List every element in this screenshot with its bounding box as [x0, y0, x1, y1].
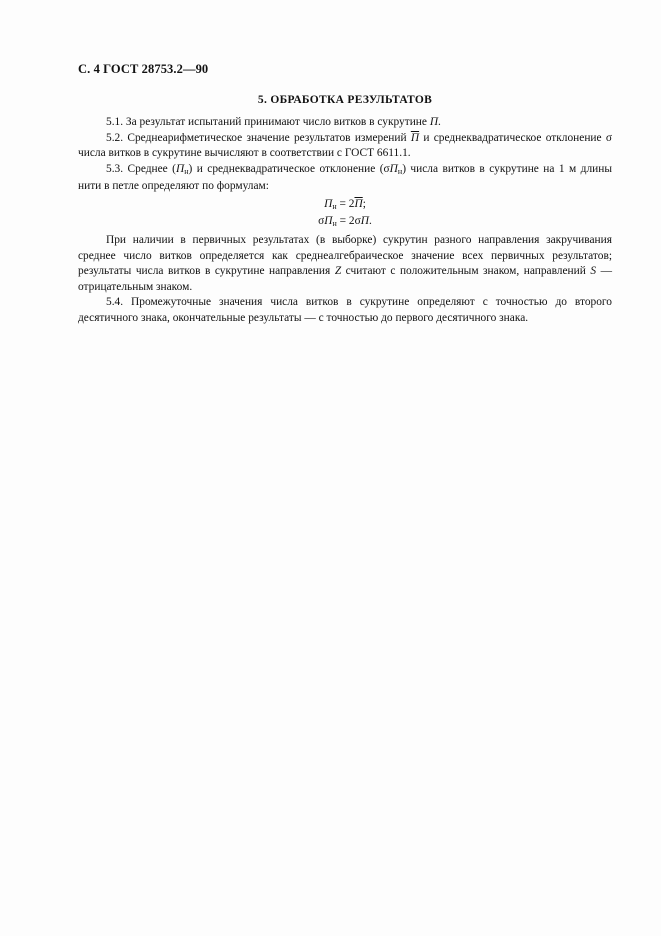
formula-mean-end: ;: [362, 197, 366, 210]
subscript-n: н: [397, 166, 403, 176]
formula-block: [78, 197, 612, 231]
paragraph-note-text-c: — отрицательным знаком.: [78, 265, 612, 293]
direction-z: Z: [334, 265, 342, 278]
formula-mean: [78, 197, 612, 214]
paragraph-5-3-text-b: ) и среднеквадратическое отклонение (σ: [188, 162, 390, 175]
paragraph-5-3-text-c: ) числа витков в сукрутине на 1 м длины нити в петле определяют по формулам:: [78, 162, 613, 193]
formula-sigma-rhs: П: [360, 214, 369, 227]
formula-sigma-lhs: П: [324, 214, 333, 227]
paragraph-5-1: [78, 115, 612, 131]
direction-s: S: [590, 265, 597, 278]
paragraph-5-3: [78, 162, 612, 195]
paragraph-5-4: 5.4. Промежуточные значения числа витков в сукрутине определяют с точностью до второго десятичного знака, окончательные результаты — с точностью до первого десятичного знака.: [78, 296, 612, 324]
symbol-p-mean: П: [410, 131, 420, 144]
section-body: [78, 115, 612, 327]
formula-sigma-pre: σ: [318, 214, 325, 227]
formula-sigma-end: .: [369, 214, 372, 227]
formula-mean-rhs: П: [354, 197, 363, 210]
symbol-p: П: [429, 116, 439, 128]
paragraph-note: [78, 233, 612, 295]
paragraph-5-2-text-b: и среднеквадратическое отклонение σ числа витков в сукрутине вычисляют в соответствии с ГОСТ 6611.1.: [78, 131, 612, 160]
paragraph-note-text-b: считают с положительным знаком, направлений: [341, 265, 591, 278]
formula-sigma: [78, 214, 612, 231]
paragraph-5-2-text-a: 5.2. Среднеарифметическое значение результатов измерений: [106, 131, 411, 144]
section-title: 5. ОБРАБОТКА РЕЗУЛЬТАТОВ: [257, 94, 433, 106]
paragraph-note-text-a: При наличии в первичных результатах (в выборке) сукрутин разного направления закручивания среднее число витков определяется как среднеалгебраическое значение всех первичных результатов; результаты числа витков в сукрутине направления: [78, 233, 612, 278]
formula-mean-eq: = 2: [336, 197, 355, 210]
symbol-p-n: П: [175, 162, 185, 175]
formula-mean-subscript: н: [332, 201, 337, 211]
paragraph-5-1-end: .: [438, 116, 441, 128]
formula-sigma-eq: = 2σ: [336, 214, 361, 227]
paragraph-5-1-text: 5.1. За результат испытаний принимают число витков в сукрутине: [106, 116, 430, 128]
page-header: С. 4 ГОСТ 28753.2—90: [78, 62, 209, 76]
formula-sigma-subscript: н: [332, 218, 337, 228]
paragraph-5-3-text-a: 5.3. Среднее (: [106, 162, 176, 175]
paragraph-5-2: [78, 131, 612, 162]
subscript-n: н: [184, 166, 189, 176]
symbol-p-n-sigma: П: [389, 162, 398, 175]
formula-mean-lhs: П: [324, 197, 333, 210]
